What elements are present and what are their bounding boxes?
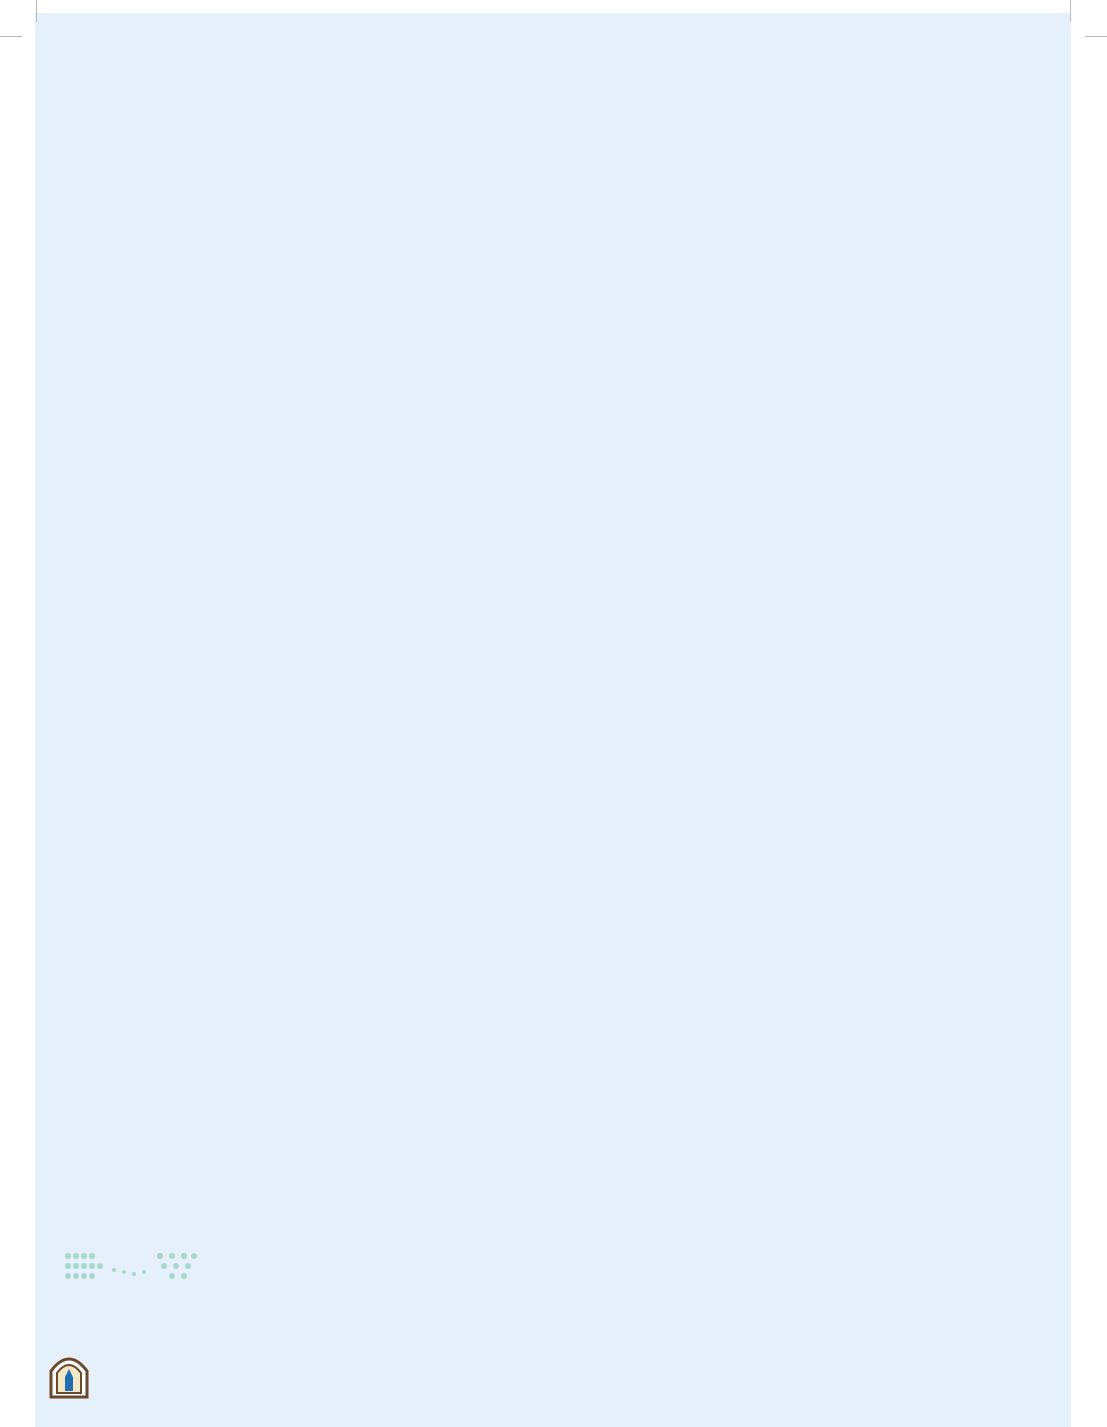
site-logo-icon	[47, 1349, 91, 1399]
crop-mark	[1070, 0, 1071, 22]
crop-mark	[1085, 36, 1107, 37]
ministry-logo-dots	[64, 1250, 200, 1286]
page-panel	[35, 13, 1071, 1427]
crop-mark	[36, 0, 37, 22]
crop-mark	[0, 36, 22, 37]
